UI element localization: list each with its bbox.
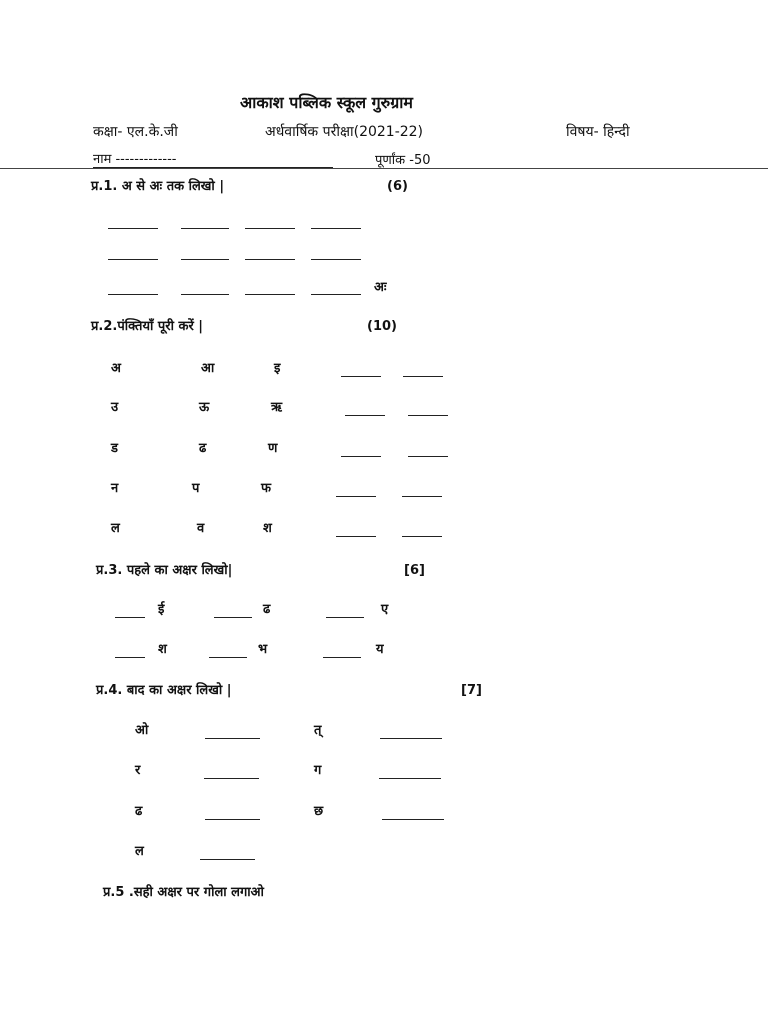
- exam-title: अर्धवार्षिक परीक्षा(2021-22): [265, 124, 424, 140]
- answer-blank[interactable]: [341, 376, 381, 377]
- answer-blank[interactable]: [408, 415, 448, 416]
- letter: न: [111, 481, 119, 496]
- question-1-marks: (6): [387, 179, 408, 194]
- answer-blank[interactable]: [245, 294, 295, 295]
- answer-blank[interactable]: [336, 536, 376, 537]
- question-2-marks: (10): [367, 319, 397, 334]
- answer-blank[interactable]: [209, 657, 247, 658]
- answer-blank[interactable]: [115, 657, 145, 658]
- letter: र: [135, 763, 141, 778]
- letter: ण: [268, 441, 278, 456]
- letter: य: [376, 642, 384, 657]
- question-4-title: प्र.4. बाद का अक्षर लिखो |: [96, 683, 232, 698]
- answer-blank[interactable]: [181, 259, 229, 260]
- answer-blank[interactable]: [341, 456, 381, 457]
- answer-blank[interactable]: [403, 376, 443, 377]
- answer-blank[interactable]: [214, 617, 252, 618]
- answer-blank[interactable]: [311, 228, 361, 229]
- answer-blank[interactable]: [402, 536, 442, 537]
- student-name-field: नाम -------------: [93, 152, 177, 167]
- letter: व: [197, 521, 205, 536]
- answer-blank[interactable]: [205, 738, 260, 739]
- letter: ई: [158, 602, 165, 617]
- answer-blank[interactable]: [382, 819, 444, 820]
- question-3-title: प्र.3. पहले का अक्षर लिखो|: [96, 563, 233, 578]
- answer-blank[interactable]: [108, 294, 158, 295]
- school-title: आकाश पब्लिक स्कूल गुरुग्राम: [240, 93, 413, 112]
- letter: ऋ: [271, 400, 283, 415]
- letter: त्: [314, 723, 322, 738]
- answer-blank[interactable]: [345, 415, 385, 416]
- letter: ढ: [263, 602, 271, 617]
- answer-blank[interactable]: [204, 778, 259, 779]
- answer-blank[interactable]: [245, 228, 295, 229]
- answer-blank[interactable]: [311, 259, 361, 260]
- answer-blank[interactable]: [200, 859, 255, 860]
- letter: ऊ: [199, 400, 210, 415]
- question-4-marks: [7]: [461, 683, 482, 698]
- answer-blank[interactable]: [379, 778, 441, 779]
- letter: ड: [111, 441, 118, 456]
- letter: ओ: [135, 723, 149, 738]
- header-divider: [0, 168, 768, 169]
- letter: ढ: [199, 441, 207, 456]
- letter: अ: [111, 361, 121, 376]
- answer-blank[interactable]: [323, 657, 361, 658]
- question-3-marks: [6]: [404, 563, 425, 578]
- letter: श: [263, 521, 272, 536]
- subject-label: विषय- हिन्दी: [566, 124, 630, 140]
- total-marks: पूर्णांक -50: [375, 153, 431, 168]
- answer-blank[interactable]: [408, 456, 448, 457]
- answer-blank[interactable]: [380, 738, 442, 739]
- answer-blank[interactable]: [108, 228, 158, 229]
- question-2-title: प्र.2.पंक्तियाँ पूरी करें |: [91, 319, 204, 334]
- name-underline: [93, 167, 333, 168]
- letter: श: [158, 642, 167, 657]
- answer-blank[interactable]: [245, 259, 295, 260]
- answer-blank[interactable]: [181, 294, 229, 295]
- question-1-end-letter: अः: [374, 280, 387, 295]
- letter: ढ: [135, 804, 143, 819]
- letter: ए: [381, 602, 389, 617]
- letter: फ: [261, 481, 272, 496]
- answer-blank[interactable]: [108, 259, 158, 260]
- letter: ल: [111, 521, 120, 536]
- letter: ल: [135, 844, 144, 859]
- answer-blank[interactable]: [336, 496, 376, 497]
- letter: प: [192, 481, 200, 496]
- answer-blank[interactable]: [402, 496, 442, 497]
- letter: उ: [111, 400, 119, 415]
- answer-blank[interactable]: [115, 617, 145, 618]
- letter: ग: [314, 763, 322, 778]
- question-1-title: प्र.1. अ से अः तक लिखो |: [91, 179, 225, 194]
- answer-blank[interactable]: [311, 294, 361, 295]
- letter: आ: [201, 361, 215, 376]
- answer-blank[interactable]: [205, 819, 260, 820]
- answer-blank[interactable]: [326, 617, 364, 618]
- letter: भ: [258, 642, 268, 657]
- class-label: कक्षा- एल.के.जी: [93, 124, 178, 140]
- answer-blank[interactable]: [181, 228, 229, 229]
- letter: इ: [274, 361, 281, 376]
- question-5-title: प्र.5 .सही अक्षर पर गोला लगाओ: [103, 885, 264, 900]
- letter: छ: [314, 804, 324, 819]
